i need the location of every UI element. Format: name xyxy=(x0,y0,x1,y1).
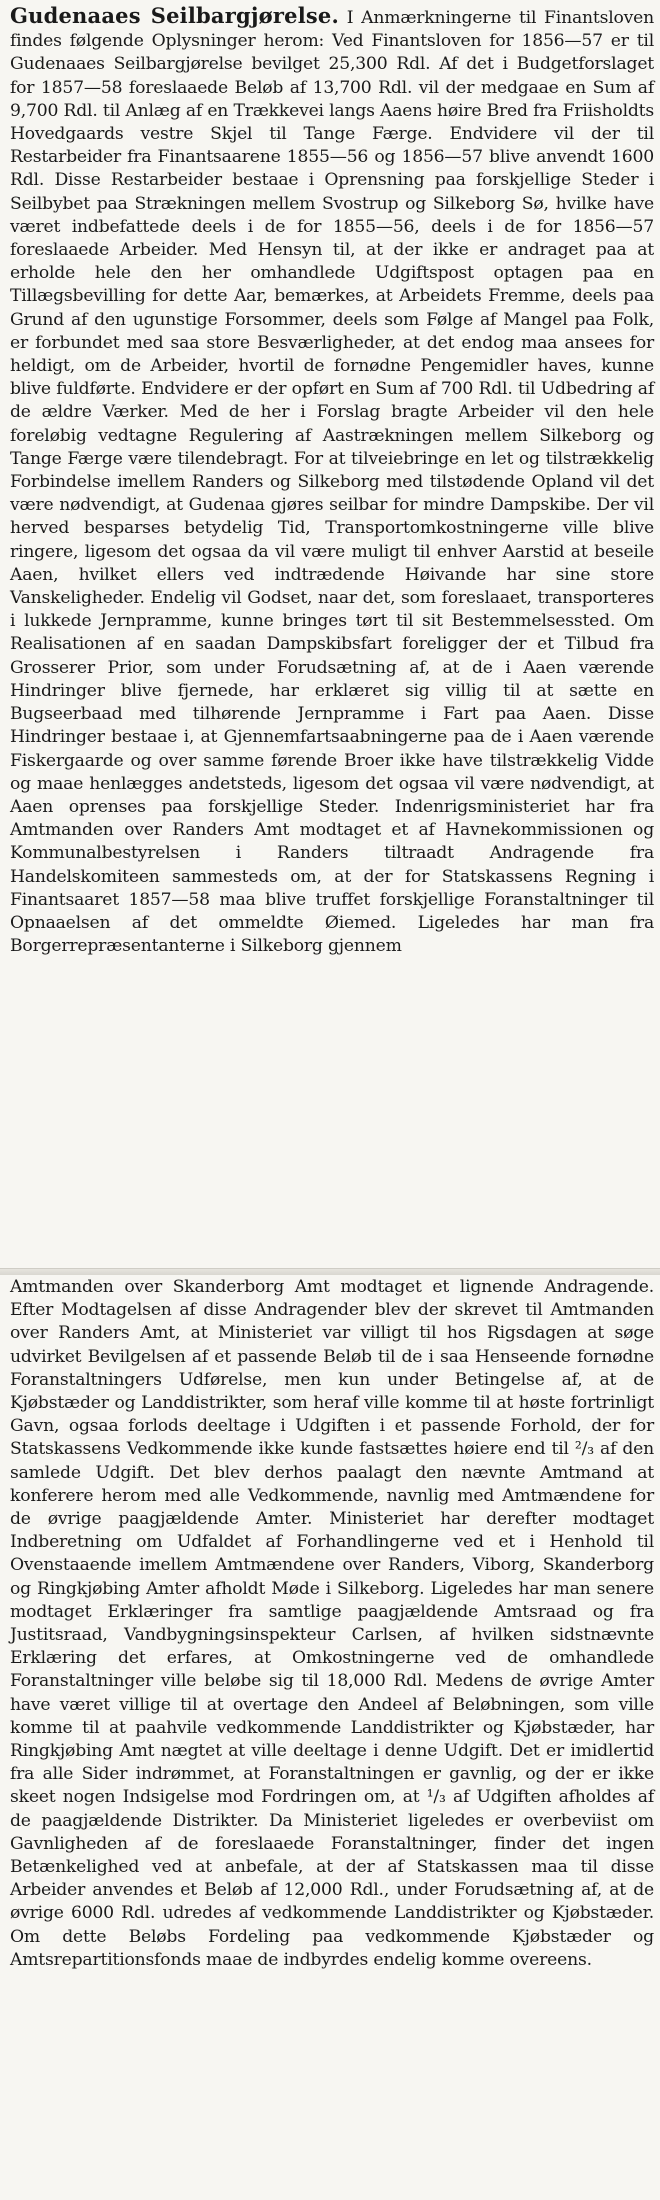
article-text-part-2: Amtmanden over Skanderborg Amt modtaget et lignende Andragende. Efter Modtagelsen af disse Andragender blev der skrevet til Amtmanden over Randers Amt, at Ministeriet var villigt til hos Rigsdagen at søge udvirket Bevilgelsen af et passende Beløb til de i saa Henseende fornødne Foranstaltningers Udførelse, men kun under Betingelse af, at de Kjøbstæder og Landdistrikter, som heraf ville komme til at høste fortrinligt Gavn, ogsaa forlods deeltage i Udgiften i et passende Forhold, der for Statskassens Vedkommende ikke kunde fastsættes høiere end til ²/₃ af den samlede Udgift. Det blev derhos paalagt den nævnte Amtmand at konferere herom med alle Vedkommende, navnlig med Amtmændene for de øvrige paagjældende Amter. Ministeriet har derefter modtaget Indberetning om Udfaldet af Forhandlingerne ved et i Henhold til Ovenstaaende imellem Amtmændene over Randers, Viborg, Skanderborg og Ringkjøbing Amter afholdt Møde i Silkeborg. Ligeledes har man senere modtaget Erklæringer fra samtlige paagjældende Amtsraad og fra Justitsraad, Vandbygningsinspekteur Carlsen, af hvilken sidstnævnte Erklæring det erfares, at Omkostningerne ved de omhandlede Foranstaltninger ville beløbe sig til 18,000 Rdl. Medens de øvrige Amter have været villige til at overtage den Andeel af Beløbningen, som ville komme til at paahvile vedkommende Landdistrikter og Kjøbstæder, har Ringkjøbing Amt nægtet at ville deeltage i denne Udgift. Det er imidlertid fra alle Sider indrømmet, at Foranstaltningen er gavnlig, og der er ikke skeet nogen Indsigelse mod Fordringen om, at ¹/₃ af Udgiften afholdes af de paagjældende Distrikter. Da Ministeriet ligeledes er overbeviist om Gavnligheden af de foreslaaede Foranstaltninger, finder det ingen Betænkelighed ved at anbefale, at der af Statskassen maa til disse Arbeider anvendes et Beløb af 12,000 Rdl., under Forudsætning af, at de øvrige 6000 Rdl. udredes af vedkommende Landdistrikter og Kjøbstæder. Om dette Beløbs Fordeling paa vedkommende Kjøbstæder og Amtsrepartitionsfonds maae de indbyrdes endelig komme overeens. xyxy=(10,1277,654,1970)
article-headline: Gudenaaes Seilbargjørelse. xyxy=(10,4,339,28)
article-text-part-1: I Anmærkningerne til Finantsloven findes følgende Oplysninger herom: Ved Finantsloven for 1856—57 er til Gudenaaes Seilbargjørelse bevilget 25,300 Rdl. Af det i Budgetforslaget for 1857—58 foreslaaede Beløb af 13,700 Rdl. vil der medgaae en Sum af 9,700 Rdl. til Anlæg af en Trækkevei langs Aaens høire Bred fra Friisholdts Hovedgaards vestre Skjel til Tange Færge. Endvidere vil der til Restarbeider fra Finantsaarene 1855—56 og 1856—57 blive anvendt 1600 Rdl. Disse Restarbeider bestaae i Oprensning paa forskjellige Steder i Seilbybet paa Strækningen mellem Svostrup og Silkeborg Sø, hvilke have været indbefattede deels i de for 1855—56, deels i de for 1856—57 foreslaaede Arbeider. Med Hensyn til, at der ikke er andraget paa at erholde hele den her omhandlede Udgiftspost optagen paa en Tillægsbevilling for dette Aar, bemærkes, at Arbeidets Fremme, deels paa Grund af den ugunstige Forsommer, deels som Følge af Mangel paa Folk, er forbundet med saa store Besværligheder, at det endog maa ansees for heldigt, om de Arbeider, hvortil de fornødne Pengemidler haves, kunne blive fuldførte. Endvidere er der opført en Sum af 700 Rdl. til Udbedring af de ældre Værker. Med de her i Forslag bragte Arbeider vil den hele foreløbig vedtagne Regulering af Aastrækningen mellem Silkeborg og Tange Færge være tilendebragt. For at tilveiebringe en let og tilstrækkelig Forbindelse imellem Randers og Silkeborg med tilstødende Opland vil det være nødvendigt, at Gudenaa gjøres seilbar for mindre Dampskibe. Der vil herved besparses betydelig Tid, Transportomkostningerne ville blive ringere, ligesom det ogsaa da vil være muligt til enhver Aarstid at beseile Aaen, hvilket ellers ved indtrædende Høivande har sine store Vanskeligheder. Endelig vil Godset, naar det, som foreslaaet, transporteres i lukkede Jernpramme, kunne bringes tørt til sit Bestemmelsessted. Om Realisationen af en saadan Dampskibsfart foreligger der et Tilbud fra Grosserer Prior, som under Forudsætning af, at de i Aaen værende Hindringer blive fjernede, har erklæret sig villig til at sætte en Bugseerbaad med tilhørende Jernpramme i Fart paa Aaen. Disse Hindringer bestaae i, at Gjennemfartsaabningerne paa de i Aaen værende Fiskergaarde og over samme førende Broer ikke have tilstrækkelig Vidde og maae henlægges andetsteds, ligesom det ogsaa vil være nødvendigt, at Aaen oprenses paa forskjellige Steder. Indenrigsministeriet har fra Amtmanden over Randers Amt modtaget et af Havnekommissionen og Kommunalbestyrelsen i Randers tiltraadt Andragende fra Handelskomiteen sammesteds om, at der for Statskassens Regning i Finantsaaret 1857—58 maa blive truffet forskjellige Foranstaltninger til Opnaaelsen af det ommeldte Øiemed. Ligeledes har man fra Borgerrepræsentanterne i Silkeborg gjennem xyxy=(10,8,654,957)
article-column-bottom xyxy=(0,1276,660,2196)
article-column-top xyxy=(0,4,660,1266)
article-paragraph-1 xyxy=(10,4,654,958)
clipping-seam xyxy=(0,1268,660,1275)
